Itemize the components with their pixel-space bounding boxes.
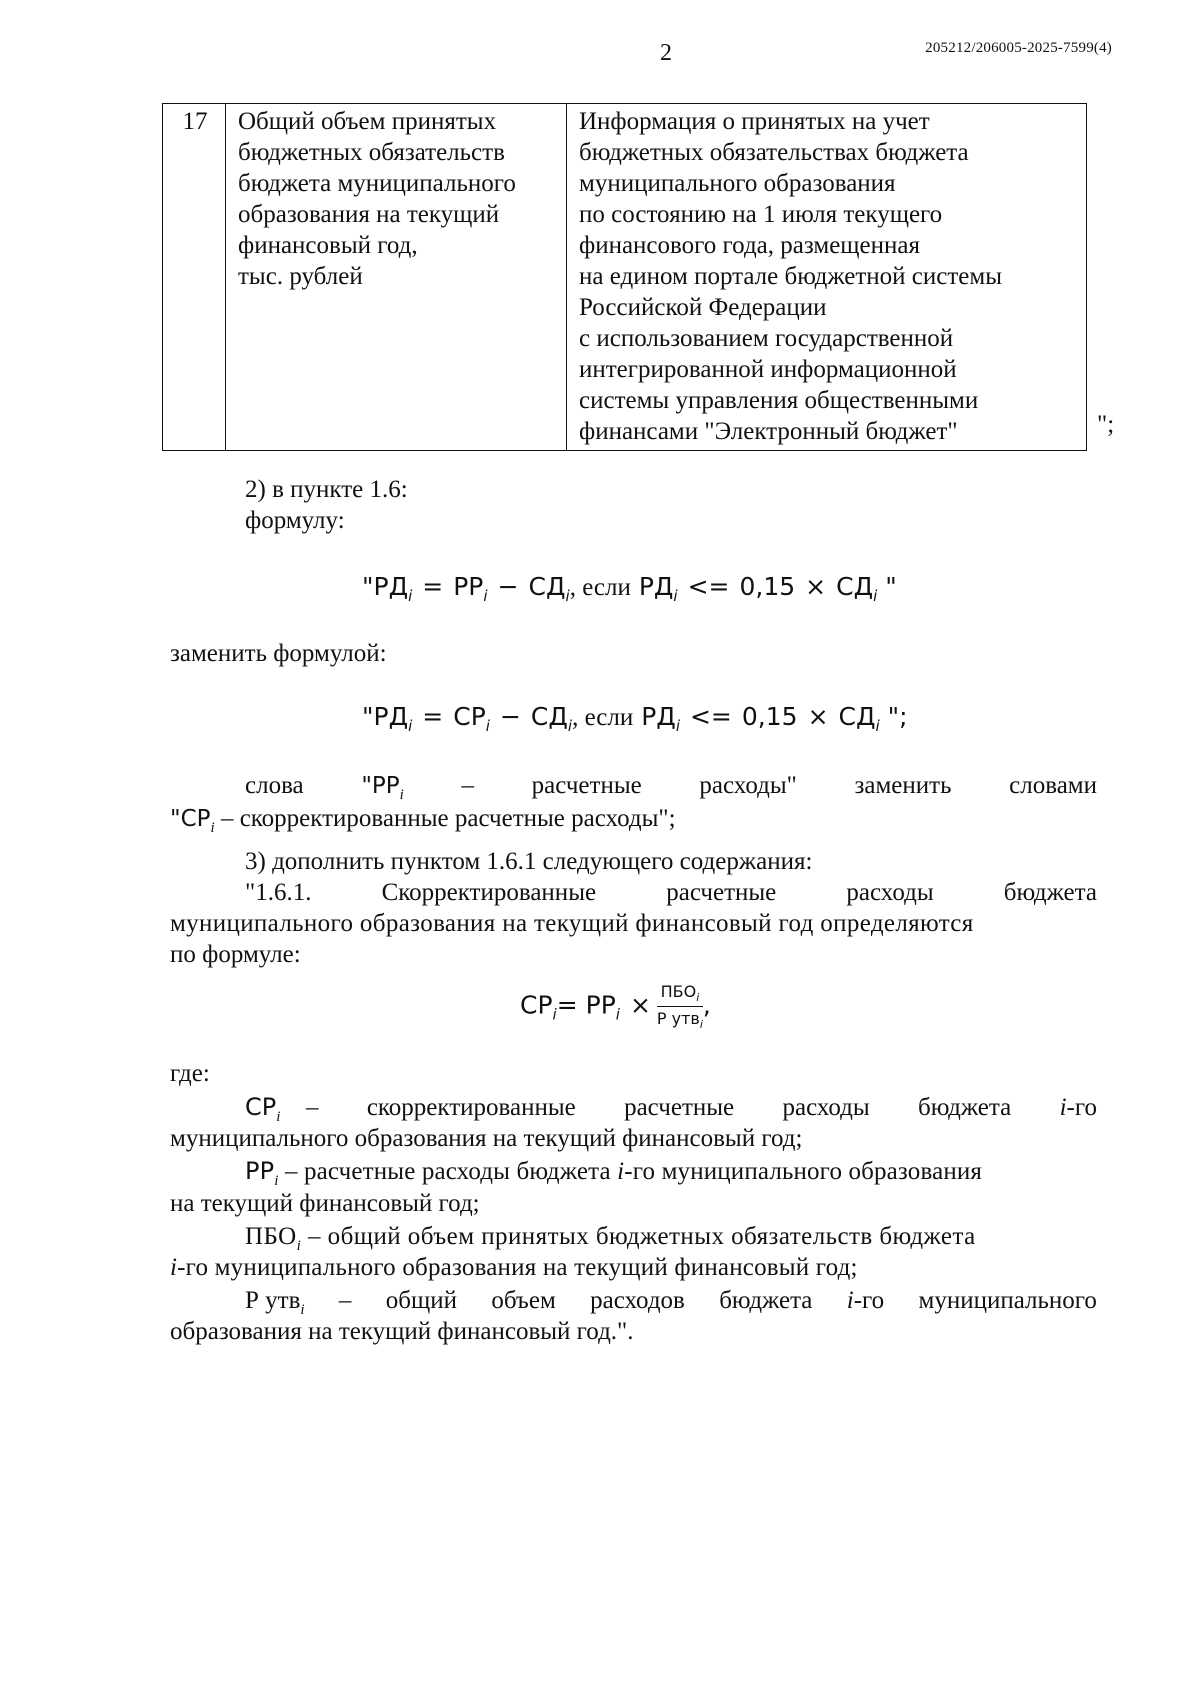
definition-1-symbol: $СР_i$ [245, 1093, 281, 1125]
formula-symbol-sd: СД [530, 702, 568, 731]
formula-times: × [807, 702, 829, 731]
formula-symbol-rr: РР [453, 572, 484, 601]
definition-3-line-2: i-го муниципального образования на текущий финансовый год; [170, 1254, 858, 1281]
indicator-source-line: бюджетных обязательствах бюджета [579, 139, 969, 166]
formula-equals: = [422, 572, 444, 601]
old-formula [362, 572, 897, 605]
formula-subscript: i [565, 587, 570, 605]
formula-subscript: i [552, 1005, 557, 1024]
formula-equals: = [556, 990, 578, 1020]
formula-symbol-sr: СР [520, 990, 553, 1020]
corrected-expenses-formula [520, 982, 711, 1031]
words-replace-line-2: "$СР_i$ – скорректированные расчетные расходы"; [170, 805, 676, 836]
formula-times: × [805, 572, 827, 601]
indicator-source-line: финансами "Электронный бюджет" [579, 418, 958, 445]
indicator-source-line: на едином портале бюджетной системы [579, 263, 1003, 290]
formula-coefficient: 0,15 [741, 702, 798, 731]
page-number: 2 [660, 40, 672, 66]
where-label: где: [170, 1060, 210, 1087]
definition-1-line-2: муниципального образования на текущий финансовый год; [170, 1125, 803, 1152]
fraction-numerator: $ПБО_i$ [657, 982, 703, 1007]
formula-comma: , [702, 990, 711, 1020]
indicator-source-line: по состоянию на 1 июля текущего [579, 201, 943, 228]
formula-subscript: i [873, 587, 878, 605]
formula-symbol-rd: РД [638, 572, 674, 601]
formula-condition-text: , если [572, 704, 634, 731]
formula-subscript: i [567, 717, 573, 735]
word: "$РР_i$ [361, 773, 404, 803]
formula-times: × [629, 990, 651, 1020]
indicator-name-line: бюджетных обязательств [238, 139, 505, 166]
formula-subscript: i [673, 587, 678, 605]
indicator-name-line: тыс. рублей [238, 263, 363, 290]
formula-quote: " [877, 572, 897, 601]
indicator-name-cell [226, 104, 567, 451]
word: расчетные [531, 772, 642, 799]
definition-3-line-1: $ПБО_i$ – общий объем принятых бюджетных обязательств бюджета [245, 1223, 976, 1254]
indicator-name-line: образования на текущий [238, 201, 500, 228]
definition-4-line-1: Р утв$_i$ – общий объем расходов бюджета i-го муниципального [245, 1287, 1097, 1318]
formula-equals: = [422, 702, 444, 731]
indicator-table [162, 103, 1087, 451]
item-3-para-line-1: "1.6.1. Скорректированные расчетные расходы бюджета [245, 879, 1097, 906]
formula-subscript: i [615, 1005, 620, 1024]
formula-subscript: i [485, 717, 490, 735]
indicator-source-line: с использованием государственной [579, 325, 954, 352]
word: слова [245, 772, 304, 799]
indicator-name-line: финансовый год, [238, 232, 418, 259]
formula-symbol-rr: РР [585, 990, 616, 1020]
indicator-source-line: муниципального образования [579, 170, 896, 197]
formula-condition-text: , если [569, 574, 631, 601]
formula-quote: " [362, 702, 374, 731]
word: словами [1009, 772, 1097, 799]
replace-with-text: заменить формулой: [170, 640, 387, 667]
indicator-name-line: бюджета муниципального [238, 170, 516, 197]
item-3-para-line-2: муниципального образования на текущий финансовый год определяются [170, 910, 974, 937]
formula-symbol-rd: РД [373, 572, 409, 601]
formula-less-equal: <= [689, 702, 732, 731]
formula-less-equal: <= [687, 572, 730, 601]
indicator-source-line: Информация о принятых на учет [579, 108, 930, 135]
formula-minus: − [497, 572, 519, 601]
definition-2-line-1: $РР_i$ – расчетные расходы бюджета i-го муниципального образования [245, 1157, 983, 1189]
document-number: 205212/206005-2025-7599(4) [925, 40, 1112, 56]
formula-symbol-sr: СР [453, 702, 486, 731]
definition-2-line-2: на текущий финансовый год; [170, 1190, 480, 1217]
formula-subscript: i [483, 587, 488, 605]
formula-subscript: i [675, 717, 680, 735]
row-number: 17 [163, 104, 226, 451]
indicator-source-line: Российской Федерации [579, 294, 827, 321]
item-3-title: 3) дополнить пунктом 1.6.1 следующего содержания: [245, 848, 813, 875]
indicator-source-cell [567, 104, 1087, 451]
formula-subscript: i [875, 717, 880, 735]
indicator-source-line: интегрированной информационной [579, 356, 957, 383]
indicator-source-line: финансового года, размещенная [579, 232, 921, 259]
formula-quote: "; [879, 702, 908, 731]
formula-fraction [657, 982, 703, 1031]
formula-symbol-sd: СД [838, 702, 876, 731]
formula-minus: − [499, 702, 521, 731]
formula-subscript: i [408, 717, 413, 735]
formula-symbol-rd: РД [641, 702, 676, 731]
word: заменить [854, 772, 952, 799]
indicator-source-line: системы управления общественными [579, 387, 979, 414]
formula-symbol-sd: СД [528, 572, 566, 601]
definition-4-line-2: образования на текущий финансовый год.". [170, 1318, 634, 1345]
item-2-formula-word: формулу: [245, 507, 345, 534]
definition-1-line-1: – скорректированные расчетные расходы бюджета i-го [306, 1094, 1097, 1121]
formula-subscript: i [408, 587, 413, 605]
item-3-para-line-3: по формуле: [170, 941, 301, 968]
new-formula [362, 702, 908, 735]
item-2-title: 2) в пункте 1.6: [245, 476, 408, 503]
fraction-denominator: Р утв$_i$ [656, 1009, 703, 1031]
formula-symbol-sd: СД [836, 572, 874, 601]
table-closing-quote: "; [1097, 411, 1115, 438]
formula-quote: " [362, 572, 374, 601]
word: – [461, 772, 474, 799]
word: расходы" [699, 772, 797, 799]
formula-coefficient: 0,15 [739, 572, 796, 601]
formula-symbol-rd: РД [373, 702, 409, 731]
indicator-name-line: Общий объем принятых [238, 108, 497, 135]
table-row [163, 104, 1087, 451]
